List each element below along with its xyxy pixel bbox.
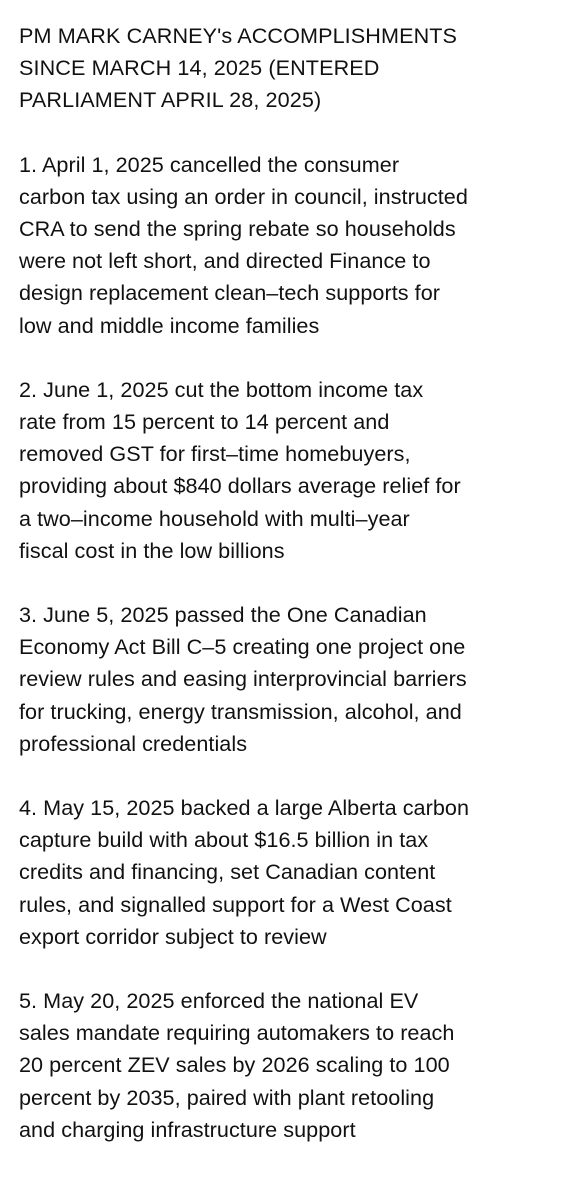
accomplishment-item-1: 1. April 1, 2025 cancelled the consumer carbon tax using an order in council, instructed CRA to send the spring rebate so households were not left short, and directed Finance to design replacement clean–tech supports for low and middle income families (19, 151, 468, 338)
accomplishment-item-5: 5. May 20, 2025 enforced the national EV sales mandate requiring automakers to reach 20 percent ZEV sales by 2026 scaling to 100 percent by 2035, paired with plant retooling and charging infrastructure support (19, 988, 455, 1142)
accomplishment-item-3: 3. June 5, 2025 passed the One Canadian Economy Act Bill C–5 creating one project one review rules and easing interprovincial barriers for trucking, energy transmission, alcohol, and professional credentials (19, 602, 467, 756)
accomplishment-item-2: 2. June 1, 2025 cut the bottom income tax rate from 15 percent to 14 percent and removed GST for first–time homebuyers, providing about $840 dollars average relief for a two–income household with multi–year fiscal cost in the low billions (19, 376, 461, 563)
document-title: PM MARK CARNEY's ACCOMPLISHMENTS SINCE MARCH 14, 2025 (ENTERED PARLIAMENT APRIL 28, 2025) (19, 23, 458, 113)
document-page (19, 20, 567, 1146)
accomplishment-item-4: 4. May 15, 2025 backed a large Alberta carbon capture build with about $16.5 billion in tax credits and financing, set Canadian content rules, and signalled support for a West Coast export corridor subject to review (19, 795, 470, 949)
